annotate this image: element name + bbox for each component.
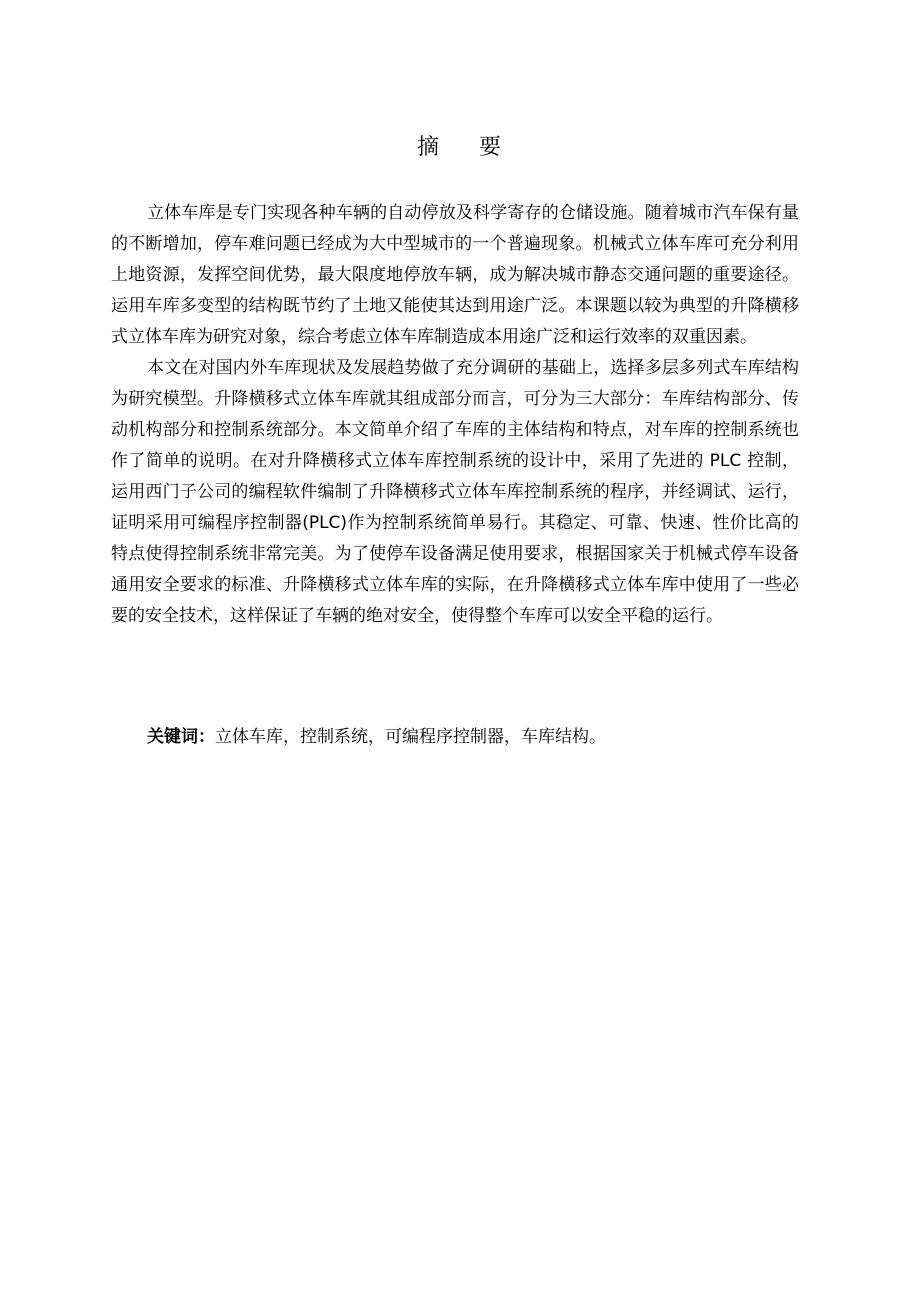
keywords-text: 立体车库，控制系统，可编程序控制器，车库结构。 bbox=[215, 727, 606, 747]
keywords-line bbox=[147, 722, 807, 752]
abstract-paragraph-1: 立体车库是专门实现各种车辆的自动停放及科学寄存的仓储设施。随着城市汽车保有量的不断增加，停车难问题已经成为大中型城市的一个普遍现象。机械式立体车库可充分利用上地资源，发挥空间优势，最大限度地停放车辆，成为解决城市静态交通问题的重要途径。运用车库多变型的结构既节约了土地又能使其达到用途广泛。本课题以较为典型的升降横移式立体车库为研究对象，综合考虑立体车库制造成本用途广泛和运行效率的双重因素。 bbox=[111, 203, 799, 347]
title-char-2: 要 bbox=[479, 135, 504, 160]
page-title bbox=[0, 133, 920, 163]
keywords-label: 关键词： bbox=[147, 727, 215, 747]
abstract-body bbox=[111, 198, 799, 632]
title-char-1: 摘 bbox=[416, 135, 441, 160]
abstract-paragraph-2: 本文在对国内外车库现状及发展趋势做了充分调研的基础上，选择多层多列式车库结构为研究模型。升降横移式立体车库就其组成部分而言，可分为三大部分：车库结构部分、传动机构部分和控制系统部分。本文简单介绍了车库的主体结构和特点，对车库的控制系统也作了简单的说明。在对升降横移式立体车库控制系统的设计中，采用了先进的 PLC 控制，运用西门子公司的编程软件编制了升降横移式立体车库控制系统的程序，并经调试、运行，证明采用可编程序控制器(PLC)作为控制系统简单易行。其稳定、可靠、快速、性价比高的特点使得控制系统非常完美。为了使停车设备满足使用要求，根据国家关于机械式停车设备通用安全要求的标准、升降横移式立体车库的实际，在升降横移式立体车库中使用了一些必要的安全技术，这样保证了车辆的绝对安全，使得整个车库可以安全平稳的运行。 bbox=[111, 358, 799, 626]
